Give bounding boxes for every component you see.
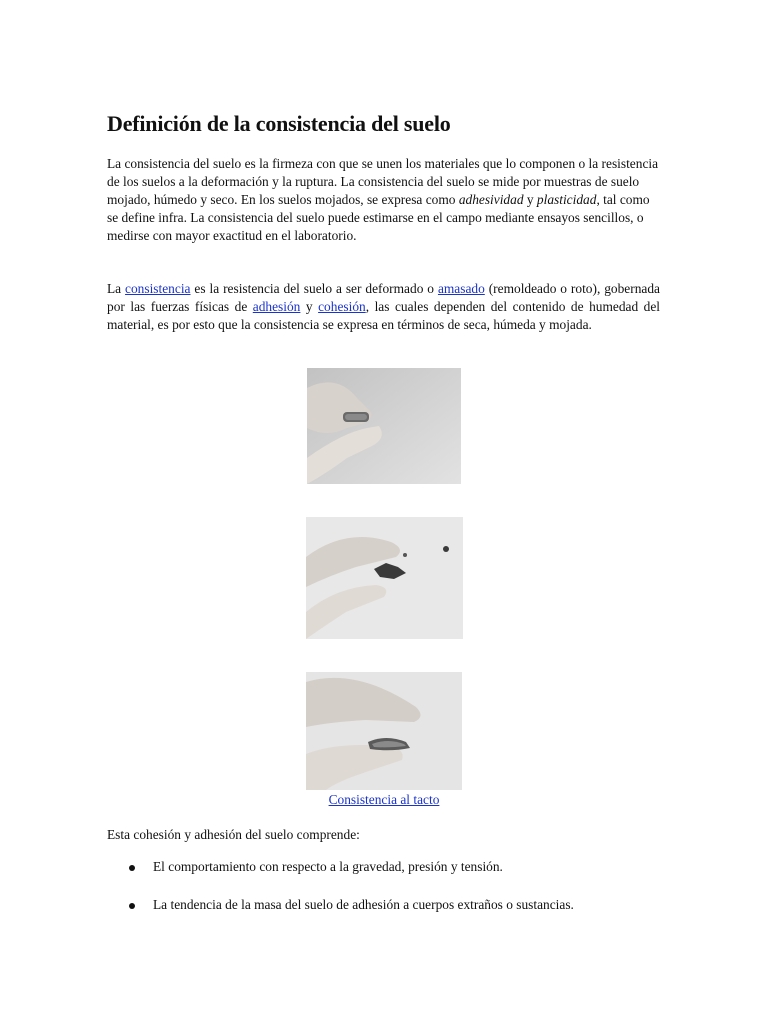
intro-em-plasticidad: plasticidad — [536, 192, 597, 207]
link-amasado[interactable]: amasado — [437, 281, 485, 296]
paragraph-list-intro: Esta cohesión y adhesión del suelo comprende: — [107, 827, 360, 842]
link-cohesion[interactable]: cohesión — [318, 299, 366, 314]
intro-text-1: La consistencia del suelo es la firmeza con que se unen los materiales que lo componen o la resistencia de los suelos a la deformación y la ruptura. La consistencia del suelo se mide por muestras de suelo mojado, húmedo y seco. En los suelos mojados, se expresa como — [107, 156, 659, 207]
intro-text-2: y — [523, 192, 537, 207]
def-text-4: y — [300, 299, 319, 314]
def-text-3: (remoldeado o roto), gobernada por las fuerzas físicas de — [107, 281, 660, 314]
list-item-text: El comportamiento con respecto a la gravedad, presión y tensión. — [153, 859, 503, 874]
link-adhesion[interactable]: adhesión — [252, 299, 301, 314]
photo-soil-press — [306, 672, 462, 790]
bullet-icon — [129, 903, 135, 909]
list-item — [107, 896, 574, 914]
page-title: Definición de la consistencia del suelo — [107, 111, 451, 136]
def-text-2: es la resistencia del suelo a ser deformado o — [190, 281, 438, 296]
bullet-list — [107, 858, 574, 934]
caption-link[interactable]: Consistencia al tacto — [328, 792, 440, 807]
photo-soil-crumble — [306, 517, 463, 639]
paragraph-intro — [107, 155, 662, 245]
figure-caption — [0, 792, 768, 808]
list-item — [107, 858, 574, 876]
intro-text-3: , tal como se define infra. La consistencia del suelo puede estimarse en el campo mediante ensayos sencillos, o medirse con mayor exactitud en el laboratorio. — [107, 192, 650, 243]
list-item-text: La tendencia de la masa del suelo de adhesión a cuerpos extraños o sustancias. — [153, 897, 574, 912]
paragraph-definition — [107, 280, 660, 334]
bullet-icon — [129, 865, 135, 871]
link-consistencia[interactable]: consistencia — [125, 281, 191, 296]
photo-soil-pinch — [307, 368, 461, 484]
def-text-5: , las cuales dependen del contenido de humedad del material, es por esto que la consistencia se expresa en términos de seca, húmeda y mojada. — [107, 299, 661, 332]
intro-em-adhesividad: adhesividad — [458, 192, 524, 207]
def-text-1: La — [107, 281, 126, 296]
